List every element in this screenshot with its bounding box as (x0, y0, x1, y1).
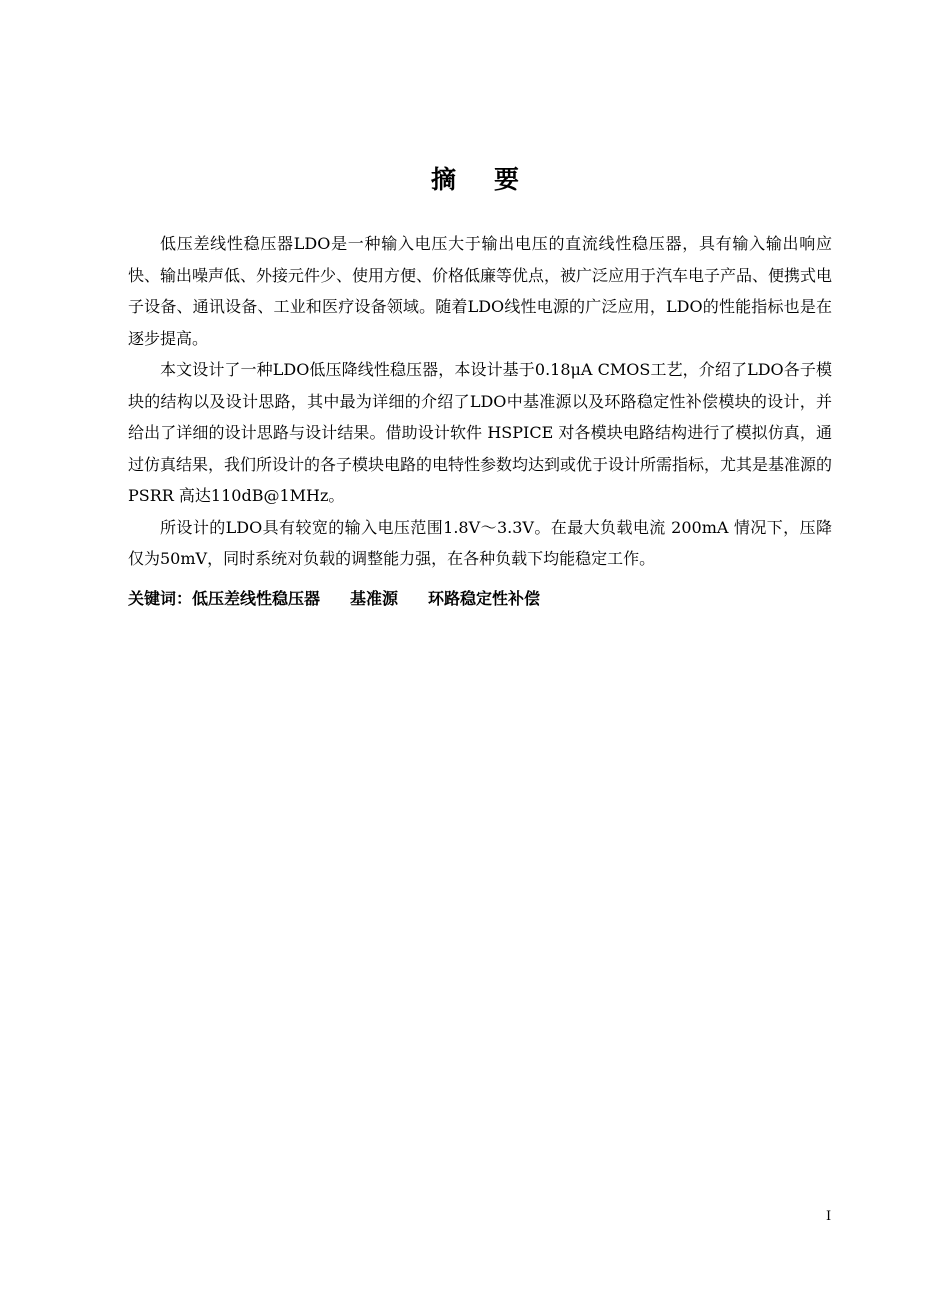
keyword-item: 环路稳定性补偿 (428, 588, 541, 608)
title-char-2: 要 (494, 165, 520, 194)
keywords-label: 关键词： (128, 588, 193, 608)
keyword-item: 低压差线性稳压器 (192, 588, 321, 608)
page-title (0, 160, 950, 196)
abstract-body (128, 228, 832, 614)
abstract-paragraph-2: 本文设计了一种LDO低压降线性稳压器，本设计基于0.18μA CMOS工艺，介绍了LDO各子模块的结构以及设计思路，其中最为详细的介绍了LDO中基准源以及环路稳定性补偿模块的设计，并给出了详细的设计思路与设计结果。借助设计软件 HSPICE 对各模块电路结构进行了模拟仿真，通过仿真结果，我们所设计的各子模块电路的电特性参数均达到或优于设计所需指标，尤其是基准源的 PSRR 高达110dB@1MHz。 (128, 360, 833, 505)
abstract-paragraph-3: 所设计的LDO具有较宽的输入电压范围1.8V～3.3V。在最大负载电流 200mA 情况下，压降仅为50mV，同时系统对负载的调整能力强，在各种负载下均能稳定工作。 (128, 517, 832, 568)
title-char-1: 摘 (430, 165, 456, 194)
abstract-paragraph-1: 低压差线性稳压器LDO是一种输入电压大于输出电压的直流线性稳压器，具有输入输出响应快、输出噪声低、外接元件少、使用方便、价格低廉等优点，被广泛应用于汽车电子产品、便携式电子设备、通讯设备、工业和医疗设备领域。随着LDO线性电源的广泛应用，LDO的性能指标也是在逐步提高。 (128, 234, 833, 348)
page-number: I (826, 1209, 832, 1224)
keyword-item: 基准源 (350, 588, 399, 608)
keywords-line (128, 583, 832, 614)
